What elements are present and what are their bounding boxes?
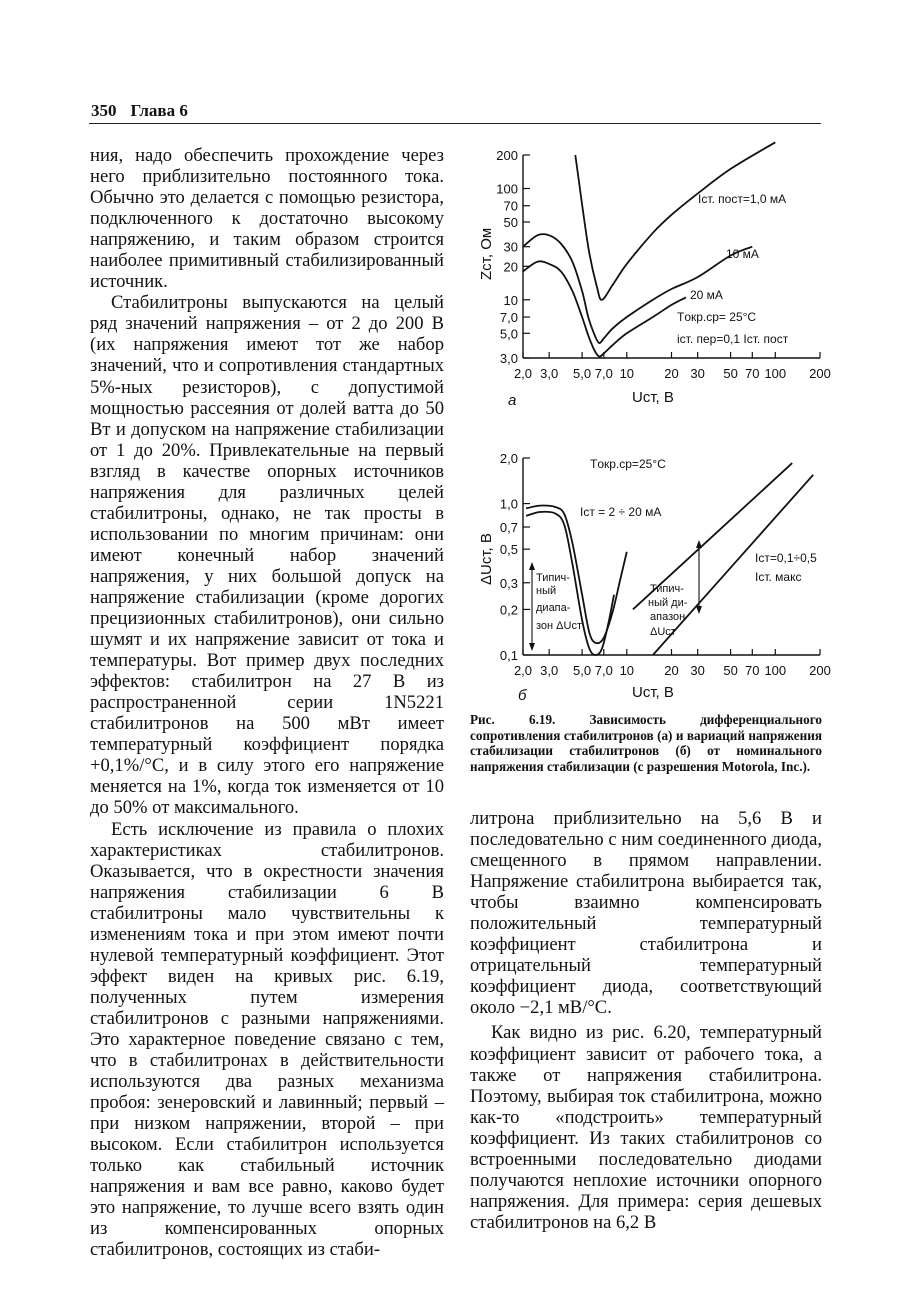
x-tick-label: 7,0	[594, 366, 613, 381]
x-axis-label: Uст, В	[632, 684, 674, 701]
temperature-label: Tокр.ср= 25°C	[677, 310, 757, 324]
x-tick-label: 30	[690, 663, 705, 678]
figure-caption: Рис. 6.19. Зависимость дифференциального сопротивления стабилитронов (а) и вариаций напряжения стабилизации стабилитронов (б) от номинального напряжения стабилизации (с разрешения Motorola, Inc.).	[470, 712, 822, 774]
series-line	[575, 142, 775, 300]
range-label-line: диапа-	[536, 602, 571, 614]
range-label-line: ΔUст	[650, 626, 676, 638]
y-tick-label: 50	[503, 215, 518, 231]
x-tick-label: 100	[764, 366, 787, 381]
series-label: Iст. пост=1,0 мА	[698, 192, 787, 206]
x-tick-label: 5,0	[573, 366, 592, 381]
x-tick-label: 10	[619, 366, 635, 381]
header-rule	[89, 123, 821, 124]
x-tick-label: 30	[690, 366, 705, 381]
x-tick-label: 10	[619, 663, 635, 678]
temperature-label: Tокр.ср=25°C	[590, 457, 666, 471]
paragraph: Стабилитроны выпускаются на целый ряд значений напряжения – от 2 до 200 В (их напряжения имеют тот же набор значений, что и сопротивления стандартных 5%-ных резисторов), с допустимой мощностью рассеяния от долей ватта до 50 Вт и допуском на напряжение стабилизации от 1 до 20%. Привлекательные на первый взгляд в качестве опорных источников напряжения для различных целей стабилитроны, однако, не так просты в использовании по многим причинам: они имеют конечный набор значений напряжения, у них большой допуск на напряжение стабилизации (кроме дорогих прецизионных стабилитронов), они сильно шумят и их напряжение зависит от тока и температуры. Вот пример двух последних эффектов: стабилитрон на 27 В из распространенной серии 1N5221 стабилитронов на 500 мВт имеет температурный коэффициент порядка +0,1%/°C, и в силу этого его напряжение меняется на 1%, когда ток изменяется от 10 до 50% от максимального.	[90, 292, 444, 819]
condition-label: iст. пер=0,1 Iст. пост	[677, 332, 789, 346]
y-tick-label: 30	[503, 239, 518, 255]
range-label-line: зон ΔUст	[536, 620, 582, 632]
x-tick-label: 70	[745, 663, 760, 678]
y-tick-label: 7,0	[499, 310, 518, 326]
arrow-head	[529, 643, 535, 651]
y-axis-label: ΔUст, В	[478, 533, 495, 585]
y-tick-label: 0,3	[499, 575, 518, 591]
x-tick-label: 7,0	[594, 663, 613, 678]
x-tick-label: 2,0	[513, 366, 533, 381]
y-tick-label: 2,0	[499, 451, 518, 466]
paragraph: Есть исключение из правила о плохих характеристиках стабилитронов. Оказывается, что в окрестности значения напряжения стабилизации 6 В стабилитроны мало чувствительны к изменениям тока и при этом имеют почти нулевой температурный коэффициент. Этот эффект виден на кривых рис. 6.19, полученных путем измерения стабилитронов с разными напряжениями. Это характерное поведение связано с тем, что в стабилитронах в действительности используются два разных механизма пробоя: зенеровский и лавинный; первый – при низком напряжении, второй – при высоком. Если стабилитрон используется только как стабильный источник напряжения и вам все равно, каково будет это напряжение, то лучше всего взять один из компенсированных опорных стабилитронов, состоящих из стаби-	[90, 818, 444, 1261]
y-tick-label: 20	[503, 259, 518, 275]
x-tick-label: 100	[764, 663, 787, 678]
x-tick-label: 2,0	[513, 663, 533, 678]
x-tick-label: 3,0	[540, 663, 559, 678]
chart-panel-b	[478, 451, 831, 704]
paragraph: Как видно из рис. 6.20, температурный коэффициент зависит от рабочего тока, а также от напряжения стабилитрона. Поэтому, выбирая ток стабилитрона, можно как-то «подстроить» температурный коэффициент. Из таких стабилитронов со встроенными последовательно диодами получаются неплохие источники опорного напряжения. Для примера: серия дешевых стабилитронов на 6,2 В	[470, 1022, 822, 1233]
y-tick-label: 0,5	[499, 542, 518, 558]
x-tick-label: 70	[745, 366, 760, 381]
series-label: Iст = 2 ÷ 20 мА	[580, 505, 662, 519]
x-tick-label: 3,0	[540, 366, 559, 381]
y-tick-label: 3,0	[499, 351, 518, 366]
y-tick-label: 0,7	[499, 520, 518, 536]
x-tick-label: 5,0	[573, 663, 592, 678]
y-tick-label: 0,1	[499, 648, 518, 663]
chart-panel-a	[478, 142, 831, 409]
left-column	[90, 145, 444, 1260]
x-tick-label: 50	[723, 663, 738, 678]
series-label: Iст. макс	[755, 570, 802, 584]
paragraph: литрона приблизительно на 5,6 В и последовательно с ним соединенного диода, смещенного в прямом направлении. Напряжение стабилитрона выбирается так, чтобы взаимно компенсировать положительный температурный коэффициент стабилитрона и отрицательный температурный коэффициент диода, соответствующий около −2,1 мВ/°C.	[470, 808, 822, 1019]
figure-svg	[470, 140, 831, 710]
range-label-right	[648, 583, 688, 638]
x-tick-label: 20	[664, 663, 679, 678]
y-tick-label: 200	[496, 148, 518, 163]
range-label-line: ный	[536, 585, 557, 597]
paragraph: ния, надо обеспечить прохождение через него приблизительно постоянного тока. Обычно это делается с помощью резистора, подключенного к достаточно высокому напряжению, и таким образом строится наиболее примитивный стабилизированный источник.	[90, 145, 444, 293]
x-tick-label: 20	[664, 366, 679, 381]
x-tick-label: 200	[809, 663, 831, 678]
panel-label-a: а	[508, 392, 517, 409]
page-header	[91, 101, 188, 121]
page-number: 350	[91, 101, 117, 120]
series-label: 20 мА	[690, 288, 723, 302]
x-axis-label: Uст, В	[632, 389, 674, 406]
chapter-title: Глава 6	[130, 101, 188, 120]
x-tick-label: 50	[723, 366, 738, 381]
arrow-head	[529, 562, 535, 570]
right-column	[470, 808, 822, 1233]
range-label-line: апазон	[650, 611, 686, 623]
range-label-line: Типич-	[536, 572, 570, 584]
y-tick-label: 70	[503, 198, 518, 214]
y-axis-label: Zст, Ом	[478, 227, 495, 280]
range-label-line: ный ди-	[648, 597, 688, 609]
y-tick-label: 1,0	[499, 496, 518, 512]
series-label: 10 мА	[726, 247, 759, 261]
series-line	[523, 261, 686, 356]
y-tick-label: 0,2	[499, 602, 518, 618]
arrow-head	[696, 540, 702, 548]
panel-label-b: б	[518, 687, 527, 704]
arrow-head	[696, 606, 702, 614]
series-label: Iст=0,1÷0,5	[755, 551, 817, 565]
y-tick-label: 10	[503, 292, 518, 308]
figure-6-19	[470, 140, 831, 715]
x-tick-label: 200	[809, 366, 831, 381]
y-tick-label: 100	[496, 181, 518, 197]
range-label-line: Типич-	[650, 583, 684, 595]
y-tick-label: 5,0	[499, 326, 518, 342]
